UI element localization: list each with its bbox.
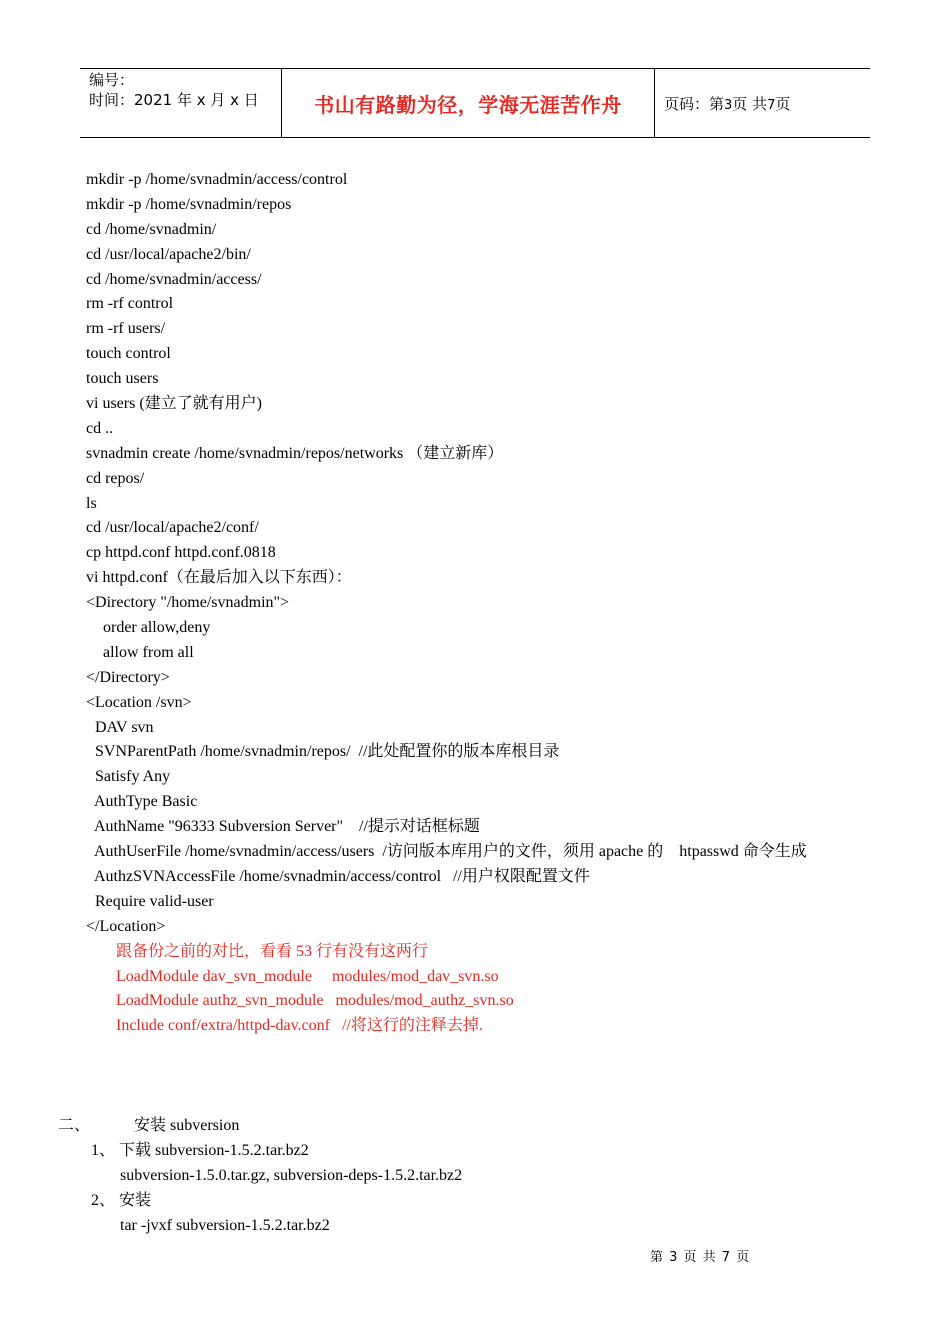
section-heading: [58, 1114, 878, 1139]
code-line: ls: [86, 494, 97, 512]
header-number-label: 编号：: [89, 71, 135, 89]
code-line: cd /home/svnadmin/: [86, 220, 217, 238]
code-line: </Directory>: [86, 668, 170, 686]
code-line: cp httpd.conf httpd.conf.0818: [86, 544, 276, 562]
page-footer: 第 3 页 共 7 页: [650, 1250, 751, 1265]
code-line: DAV svn: [95, 718, 154, 736]
page-header: [80, 68, 870, 138]
code-line: AuthUserFile /home/svnadmin/access/users /访问版本库用户的文件，须用 apache 的 htpasswd 命令生成: [94, 843, 807, 861]
header-divider: [654, 69, 655, 137]
header-page-info: [664, 93, 790, 114]
section-item: 1、 下载 subversion-1.5.2.tar.bz2: [91, 1141, 309, 1159]
code-line: cd ..: [86, 419, 114, 437]
header-time-label: 时间：2021 年 x 月 x 日: [89, 91, 259, 109]
header-meta: [89, 70, 259, 110]
header-page-mid: 页 共: [732, 95, 768, 113]
code-line: mkdir -p /home/svnadmin/repos: [86, 195, 292, 213]
code-line: AuthType Basic: [94, 793, 198, 811]
code-line: AuthName "96333 Subversion Server" //提示对话框标题: [94, 818, 480, 836]
header-page-current: 3: [724, 98, 733, 113]
config-instructions: [86, 168, 886, 1039]
section-item: subversion-1.5.0.tar.gz, subversion-deps-1.5.2.tar.bz2: [120, 1166, 463, 1184]
code-line: cd /home/svnadmin/access/: [86, 270, 262, 288]
code-line: svnadmin create /home/svnadmin/repos/networks （建立新库）: [86, 444, 504, 462]
code-line: SVNParentPath /home/svnadmin/repos/ //此处配置你的版本库根目录: [95, 743, 560, 761]
code-line: rm -rf users/: [86, 320, 166, 338]
code-line: </Location>: [86, 917, 166, 935]
section-heading-number: 二、: [58, 1117, 91, 1134]
section-items: [58, 1139, 878, 1239]
code-line: cd /usr/local/apache2/conf/: [86, 519, 259, 537]
highlight-line: LoadModule authz_svn_module modules/mod_authz_svn.so: [116, 992, 514, 1010]
code-line: vi users (建立了就有用户): [86, 395, 262, 413]
code-line: mkdir -p /home/svnadmin/access/control: [86, 171, 348, 188]
section-item: tar -jvxf subversion-1.5.2.tar.bz2: [120, 1216, 330, 1234]
header-page-prefix: 页码：第: [664, 95, 725, 113]
code-line: AuthzSVNAccessFile /home/svnadmin/access/control //用户权限配置文件: [94, 867, 590, 885]
section-heading-text: 安装 subversion: [134, 1117, 240, 1134]
header-page-suffix: 页: [775, 95, 791, 113]
header-page-total: 7: [767, 98, 776, 113]
code-line: <Directory "/home/svnadmin">: [86, 594, 290, 612]
code-line: Require valid-user: [95, 892, 214, 910]
code-line: <Location /svn>: [86, 693, 192, 711]
code-line: touch users: [86, 370, 159, 388]
code-line: allow from all: [103, 643, 194, 661]
highlight-line: Include conf/extra/httpd-dav.conf //将这行的注释去掉.: [116, 1017, 483, 1035]
highlight-line: 跟备份之前的对比，看看 53 行有没有这两行: [116, 942, 429, 960]
code-line: Satisfy Any: [95, 768, 171, 786]
code-line: order allow,deny: [103, 619, 211, 637]
code-line: cd repos/: [86, 469, 145, 487]
code-line: touch control: [86, 345, 171, 363]
section-install-subversion: [58, 1114, 878, 1238]
code-line: cd /usr/local/apache2/bin/: [86, 245, 251, 263]
code-line: vi httpd.conf（在最后加入以下东西）：: [86, 569, 352, 587]
header-motto: 书山有路勤为径，学海无涯苦作舟: [314, 93, 622, 117]
highlight-line: LoadModule dav_svn_module modules/mod_dav_svn.so: [116, 967, 499, 985]
section-item: 2、 安装: [91, 1191, 152, 1209]
code-line: rm -rf control: [86, 295, 174, 313]
